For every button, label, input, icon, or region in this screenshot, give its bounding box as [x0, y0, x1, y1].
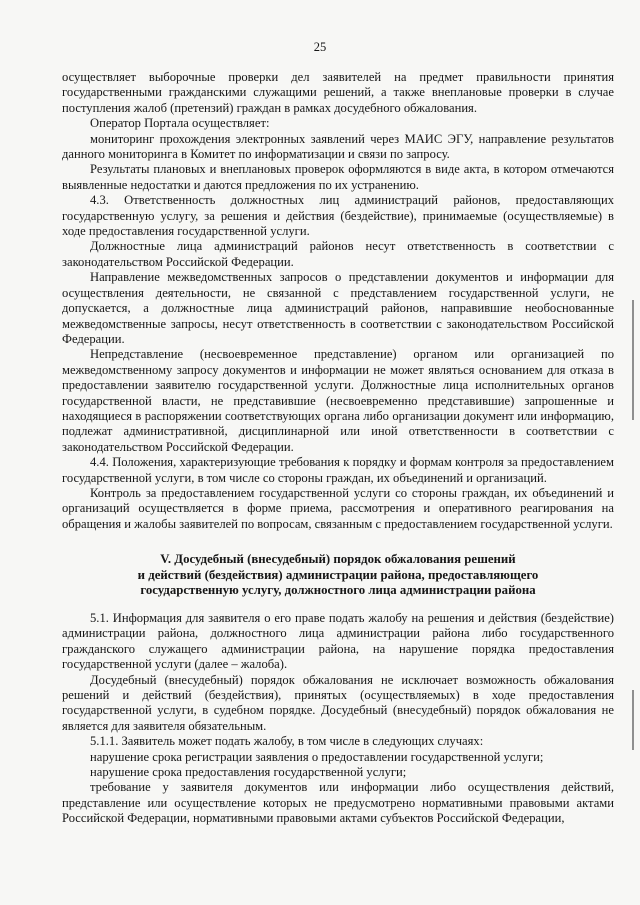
section-heading	[62, 552, 614, 599]
paragraph: мониторинг прохождения электронных заявлений через МАИС ЭГУ, направление результатов данного мониторинга в Комитет по информатизации и связи по запросу.	[62, 131, 614, 162]
paragraph: нарушение срока предоставления государственной услуги;	[90, 765, 407, 780]
scan-edge-mark	[632, 300, 634, 420]
page-number: 25	[313, 40, 327, 54]
paragraph: 5.1. Информация для заявителя о его праве подать жалобу на решения и действия (бездействие) администрации района, должностного лица администрации района либо государственного гражданского служащего администрации района, на нарушение порядка предоставления государственной услуги (далее – жалоба).	[62, 610, 614, 672]
document-body	[62, 70, 614, 827]
section-heading-line: государственную услугу, должностного лица администрации района	[140, 583, 536, 598]
paragraph: Должностные лица администраций районов несут ответственность в соответствии с законодательством Российской Федерации.	[62, 239, 614, 269]
paragraph: Оператор Портала осуществляет:	[90, 116, 270, 131]
paragraph: Непредставление (несвоевременное представление) органом или организацией по межведомственному запросу документов и информации не может являться основанием для отказа в предоставлении заявителю государственной услуги. Должностные лица исполнительных органов государственной власти, не представившие (несвоевременно представившие) запрошенные и находящиеся в распоряжении соответствующих органа либо организации документ или информацию, подлежат административной, дисциплинарной или иной ответственности в соответствии с законодательством Российской Федерации.	[62, 347, 614, 454]
paragraph: Контроль за предоставлением государственной услуги со стороны граждан, их объединений и организаций осуществляется в форме приема, рассмотрения и оперативного реагирования на обращения и жалобы заявителей по вопросам, связанным с предоставлением государственной услуги.	[62, 485, 614, 531]
paragraph: осуществляет выборочные проверки дел заявителей на предмет правильности принятия государственными гражданскими служащими решений, а также внеплановые проверки в случае поступления жалоб (претензий) граждан в рамках досудебного обжалования.	[62, 70, 614, 115]
paragraph: Досудебный (внесудебный) порядок обжалования не исключает возможность обжалования решений и действий (бездействия), принятых (осуществляемых) в ходе предоставления государственной услуги, в судебном порядке. Досудебный (внесудебный) порядок обжалования не является для заявителя обязательным.	[62, 672, 614, 733]
scan-edge-mark	[632, 690, 634, 750]
section-heading-line: V. Досудебный (внесудебный) порядок обжалования решений	[160, 552, 516, 567]
paragraph: 4.4. Положения, характеризующие требования к порядку и формам контроля за предоставлением государственной услуги, в том числе со стороны граждан, их объединений и организаций.	[62, 455, 614, 485]
paragraph: нарушение срока регистрации заявления о предоставлении государственной услуги;	[90, 749, 544, 764]
paragraph: Результаты плановых и внеплановых проверок оформляются в виде акта, в котором отмечаются выявленные недостатки и даются предложения по их устранению.	[62, 162, 614, 192]
paragraph: Направление межведомственных запросов о представлении документов и информации для осуществления деятельности, не связанной с представлением государственной услуги, не допускается, а должностные лица администраций районов, направившие необоснованные межведомственные запросы, несут ответственность в соответствии с законодательством Российской Федерации.	[62, 270, 614, 346]
paragraph: требование у заявителя документов или информации либо осуществления действий, представление или осуществление которых не предусмотрено нормативными правовыми актами Российской Федерации, нормативными правовыми актами субъектов Российской Федерации,	[62, 780, 614, 826]
section-heading-line: и действий (бездействия) администрации района, предоставляющего	[137, 567, 539, 582]
paragraph: 5.1.1. Заявитель может подать жалобу, в том числе в следующих случаях:	[90, 734, 484, 749]
paragraph: 4.3. Ответственность должностных лиц администраций районов, предоставляющих государственную услугу, за решения и действия (бездействие), принимаемые (осуществляемые) в ходе предоставления государственной услуги.	[62, 193, 614, 239]
